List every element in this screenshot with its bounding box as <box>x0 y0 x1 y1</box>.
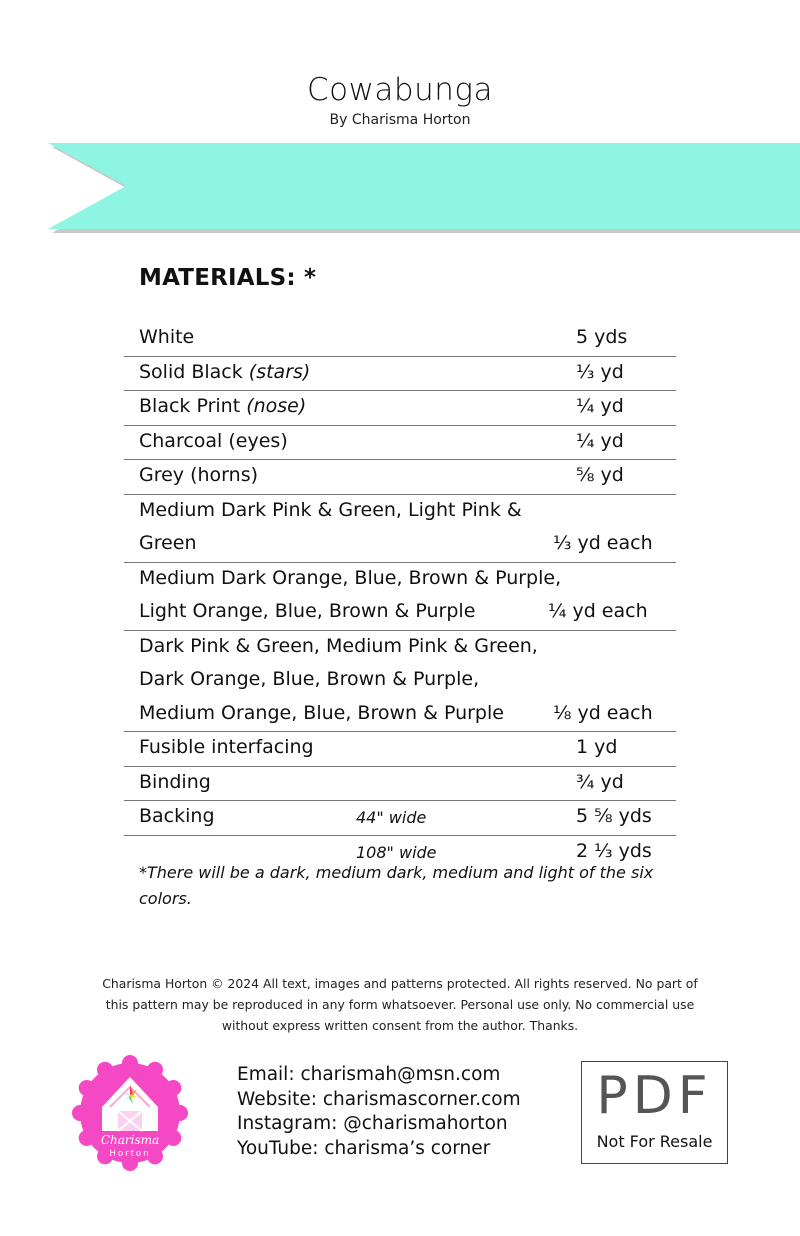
contact-website[interactable]: Website: charismascorner.com <box>237 1088 521 1110</box>
material-item: Backing <box>139 805 215 827</box>
material-qty: ⅓ yd <box>576 360 624 383</box>
material-item: White <box>139 326 195 348</box>
table-row <box>124 426 676 461</box>
table-row <box>124 563 676 631</box>
material-qty: 1 yd <box>576 736 618 758</box>
material-item: Grey (horns) <box>139 464 259 486</box>
ribbon-banner <box>48 143 800 235</box>
material-item: Dark Pink & Green, Medium Pink & Green, <box>139 634 538 657</box>
table-row <box>124 767 676 802</box>
table-row <box>124 322 676 357</box>
table-row <box>124 631 676 733</box>
table-row <box>124 732 676 767</box>
material-item: Medium Dark Pink & Green, Light Pink & <box>139 498 522 521</box>
materials-heading: MATERIALS: * <box>139 265 317 291</box>
material-qty: ⅛ yd each <box>553 701 653 724</box>
material-qty: ⅝ yd <box>576 464 624 486</box>
materials-footnote: *There will be a dark, medium dark, medium and light of the six colors. <box>139 863 654 908</box>
table-row <box>124 801 676 836</box>
pattern-title: Cowabunga <box>306 72 494 108</box>
material-qty: ¼ yd <box>576 395 624 417</box>
material-item: Light Orange, Blue, Brown & Purple <box>139 600 476 622</box>
contact-info <box>237 1063 521 1161</box>
material-qty: 5 ⅝ yds <box>576 805 652 827</box>
table-row <box>124 357 676 392</box>
pattern-byline: By Charisma Horton <box>329 112 471 128</box>
table-row <box>124 391 676 426</box>
table-row <box>124 460 676 495</box>
material-item: Medium Orange, Blue, Brown & Purple <box>139 701 504 724</box>
fabric-width: 44" wide <box>356 808 427 827</box>
material-item: Dark Orange, Blue, Brown & Purple, <box>139 668 480 690</box>
contact-email[interactable]: Email: charismah@msn.com <box>237 1064 501 1085</box>
material-item: Fusible interfacing <box>139 736 314 758</box>
contact-youtube[interactable]: YouTube: charisma’s corner <box>237 1137 491 1159</box>
material-item: Medium Dark Orange, Blue, Brown & Purple, <box>139 566 562 589</box>
materials-table <box>124 322 676 869</box>
contact-instagram[interactable]: Instagram: @charismahorton <box>237 1113 508 1134</box>
pdf-badge <box>581 1061 728 1164</box>
copyright-notice: Charisma Horton © 2024 All text, images and patterns protected. All rights reserved. No part of this pattern may be reproduced in any form whatsoever. Personal use only. No commercial use without express written consent from the author. Thanks. <box>102 976 698 1033</box>
material-note: (stars) <box>248 360 311 383</box>
material-item: Solid Black (stars) <box>139 360 311 383</box>
material-note: (nose) <box>246 395 307 417</box>
material-qty: 5 yds <box>576 326 628 348</box>
material-item: Binding <box>139 770 211 793</box>
fabric-width: 108" wide <box>356 842 437 862</box>
material-qty: ¼ yd each <box>548 600 648 622</box>
material-qty: ⅓ yd each <box>553 532 653 554</box>
material-item: Charcoal (eyes) <box>139 429 288 452</box>
material-item: Black Print (nose) <box>139 395 307 417</box>
pdf-label: PDF <box>596 1066 713 1126</box>
material-qty: 2 ⅓ yds <box>576 839 652 862</box>
logo-surname: Horton <box>109 1149 151 1159</box>
logo-name: Charisma <box>100 1133 160 1147</box>
charisma-logo <box>72 1055 188 1171</box>
not-for-resale-label: Not For Resale <box>596 1132 713 1151</box>
material-qty: ¼ yd <box>576 429 624 452</box>
material-qty: ¾ yd <box>576 770 624 793</box>
material-item: Green <box>139 532 197 554</box>
table-row <box>124 495 676 563</box>
